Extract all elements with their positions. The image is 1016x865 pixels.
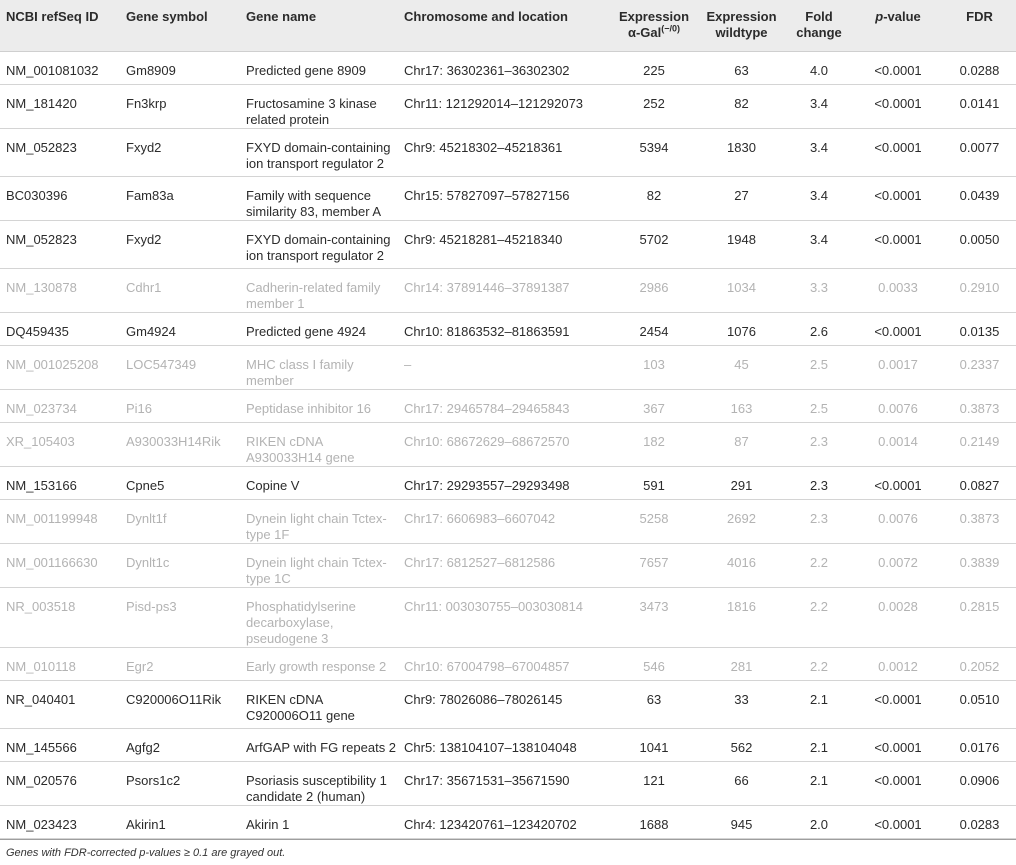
cell-fold: 3.3: [809, 280, 829, 295]
cell-name: RIKEN cDNA C920006O11 gene: [246, 692, 355, 723]
cell-chrom: Chr10: 68672629–68672570: [404, 434, 570, 449]
cell-chrom: Chr11: 121292014–121292073: [404, 96, 584, 111]
cell-fold: 2.2: [809, 659, 829, 674]
cell-expr-wt: 1034: [727, 280, 756, 295]
cell-fold: 2.2: [809, 599, 829, 614]
cell-expr-gal: 252: [643, 96, 665, 111]
cell-expr-wt: 45: [734, 357, 749, 372]
cell-refseq: NM_153166: [6, 478, 77, 493]
cell-symbol: Psors1c2: [126, 773, 181, 788]
cell-fold: 2.3: [809, 478, 829, 493]
cell-expr-gal: 591: [643, 478, 665, 493]
cell-name: RIKEN cDNA A930033H14 gene: [246, 434, 355, 465]
cell-refseq: NM_023734: [6, 401, 77, 416]
table-row: [0, 129, 1016, 177]
cell-refseq: NM_001025208: [6, 357, 99, 372]
cell-fdr: 0.0283: [959, 817, 1000, 832]
cell-refseq: NM_020576: [6, 773, 77, 788]
cell-expr-wt: 291: [730, 478, 753, 493]
cell-expr-wt: 2692: [727, 511, 756, 526]
cell-expr-gal: 2986: [639, 280, 669, 295]
cell-fdr: 0.2815: [959, 599, 1000, 614]
table-row: [0, 221, 1016, 269]
cell-symbol: A930033H14Rik: [126, 434, 221, 449]
cell-expr-gal: 3473: [639, 599, 669, 614]
cell-fdr: 0.0510: [959, 692, 1000, 707]
table-row: [0, 588, 1016, 648]
cell-name: Dynein light chain Tctex-type 1C: [246, 555, 387, 586]
cell-chrom: Chr17: 35671531–35671590: [404, 773, 570, 788]
table-body: [0, 52, 1016, 839]
table-row: [0, 467, 1016, 500]
cell-fold: 3.4: [809, 96, 829, 111]
cell-fold: 3.4: [809, 140, 829, 155]
cell-refseq: BC030396: [6, 188, 68, 203]
cell-expr-gal: 2454: [639, 324, 669, 339]
cell-symbol: Akirin1: [126, 817, 166, 832]
cell-expr-gal: 1688: [639, 817, 669, 832]
cell-expr-gal: 546: [643, 659, 665, 674]
cell-expr-wt: 27: [734, 188, 749, 203]
header-symbol: Gene symbol: [120, 0, 240, 52]
cell-pvalue: <0.0001: [874, 232, 922, 247]
table-footnote: Genes with FDR-corrected p-values ≥ 0.1 are grayed out.: [6, 847, 286, 859]
cell-pvalue: 0.0072: [878, 555, 918, 570]
header-name: Gene name: [240, 0, 398, 52]
header-fold: Fold change: [785, 0, 853, 52]
cell-expr-wt: 63: [734, 63, 749, 78]
cell-pvalue: <0.0001: [874, 324, 922, 339]
cell-name: Fructosamine 3 kinase related protein: [246, 96, 377, 127]
cell-symbol: Fxyd2: [126, 232, 162, 247]
cell-symbol: Fxyd2: [126, 140, 162, 155]
cell-pvalue: 0.0028: [878, 599, 918, 614]
cell-chrom: –: [404, 357, 412, 372]
footer-divider: [0, 839, 1016, 840]
table-row: [0, 313, 1016, 346]
cell-expr-gal: 225: [643, 63, 665, 78]
cell-expr-gal: 82: [646, 188, 662, 203]
cell-expr-wt: 66: [734, 773, 749, 788]
table-row: [0, 762, 1016, 806]
cell-pvalue: <0.0001: [874, 740, 922, 755]
cell-fdr: 0.0135: [959, 324, 1000, 339]
cell-name: FXYD domain-containing ion transport regulator 2: [246, 232, 391, 263]
cell-chrom: Chr4: 123420761–123420702: [404, 817, 577, 832]
cell-name: Phosphatidylserine decarboxylase, pseudogene 3: [246, 599, 356, 646]
header-expr-gal: Expression α-Gal$^{(-/0)}$: [610, 0, 698, 52]
cell-fold: 2.5: [809, 401, 829, 416]
cell-fdr: 0.0439: [959, 188, 1000, 203]
cell-expr-gal: 121: [643, 773, 665, 788]
cell-fold: 2.1: [809, 773, 829, 788]
cell-symbol: Cdhr1: [126, 280, 162, 295]
cell-refseq: NM_052823: [6, 140, 77, 155]
table-row: [0, 423, 1016, 467]
cell-refseq: XR_105403: [6, 434, 75, 449]
cell-name: Dynein light chain Tctex-type 1F: [246, 511, 387, 542]
cell-chrom: Chr14: 37891446–37891387: [404, 280, 570, 295]
cell-fold: 2.0: [809, 817, 829, 832]
cell-expr-wt: 82: [734, 96, 749, 111]
cell-fdr: 0.3873: [959, 511, 1000, 526]
cell-fdr: 0.0050: [959, 232, 1000, 247]
cell-expr-gal: 5258: [639, 511, 669, 526]
cell-chrom: Chr9: 78026086–78026145: [404, 692, 563, 707]
cell-symbol: Agfg2: [126, 740, 160, 755]
cell-pvalue: 0.0076: [878, 401, 918, 416]
cell-symbol: Pisd-ps3: [126, 599, 177, 614]
cell-name: ArfGAP with FG repeats 2: [246, 740, 397, 755]
table-row: [0, 544, 1016, 588]
cell-expr-wt: 281: [730, 659, 753, 674]
cell-expr-wt: 945: [730, 817, 753, 832]
cell-chrom: Chr10: 81863532–81863591: [404, 324, 570, 339]
cell-fdr: 0.2052: [959, 659, 1000, 674]
cell-expr-wt: 1830: [727, 140, 756, 155]
cell-refseq: NR_040401: [6, 692, 76, 707]
cell-fold: 2.1: [809, 692, 829, 707]
cell-pvalue: <0.0001: [874, 692, 922, 707]
cell-symbol: Fam83a: [126, 188, 174, 203]
cell-pvalue: 0.0017: [878, 357, 918, 372]
cell-refseq: NM_023423: [6, 817, 77, 832]
cell-expr-wt: 1816: [727, 599, 756, 614]
cell-pvalue: 0.0012: [878, 659, 918, 674]
cell-symbol: Egr2: [126, 659, 154, 674]
cell-name: Predicted gene 4924: [246, 324, 366, 339]
cell-expr-wt: 33: [734, 692, 749, 707]
cell-fold: 2.5: [809, 357, 829, 372]
cell-pvalue: <0.0001: [874, 188, 922, 203]
cell-fdr: 0.3839: [959, 555, 1000, 570]
cell-expr-gal: 7657: [639, 555, 669, 570]
cell-symbol: Pi16: [126, 401, 153, 416]
cell-pvalue: 0.0076: [878, 511, 918, 526]
cell-pvalue: <0.0001: [874, 96, 922, 111]
cell-fdr: 0.2149: [959, 434, 1000, 449]
cell-symbol: Dynlt1f: [126, 511, 167, 526]
header-fdr: FDR: [943, 0, 1016, 52]
cell-chrom: Chr17: 29465784–29465843: [404, 401, 570, 416]
cell-fdr: 0.0906: [959, 773, 1000, 788]
cell-symbol: Fn3krp: [126, 96, 167, 111]
cell-refseq: NM_001166630: [6, 555, 98, 570]
cell-fold: 3.4: [809, 232, 829, 247]
cell-chrom: Chr17: 36302361–36302302: [404, 63, 570, 78]
cell-expr-wt: 562: [730, 740, 753, 755]
cell-expr-wt: 1948: [727, 232, 756, 247]
cell-name: Family with sequence similarity 83, member A: [246, 188, 382, 219]
cell-fold: 2.6: [809, 324, 829, 339]
cell-name: Peptidase inhibitor 16: [246, 401, 372, 416]
table-row: [0, 85, 1016, 129]
cell-fold: 4.0: [809, 63, 829, 78]
cell-name: FXYD domain-containing ion transport regulator 2: [246, 140, 391, 171]
cell-fdr: 0.0288: [959, 63, 1000, 78]
cell-name: Copine V: [246, 478, 300, 493]
cell-expr-gal: 5702: [639, 232, 669, 247]
cell-chrom: Chr17: 6812527–6812586: [404, 555, 556, 570]
cell-refseq: NM_001199948: [6, 511, 98, 526]
cell-expr-gal: 103: [643, 357, 665, 372]
cell-expr-wt: 87: [734, 434, 749, 449]
table-row: [0, 648, 1016, 681]
cell-pvalue: <0.0001: [874, 773, 922, 788]
cell-refseq: DQ459435: [6, 324, 69, 339]
cell-pvalue: <0.0001: [874, 478, 922, 493]
cell-refseq: NM_145566: [6, 740, 77, 755]
table-row: [0, 269, 1016, 313]
cell-pvalue: <0.0001: [874, 817, 922, 832]
cell-fold: 2.2: [809, 555, 829, 570]
cell-expr-gal: 5394: [639, 140, 669, 155]
cell-fold: 2.3: [809, 511, 829, 526]
cell-chrom: Chr5: 138104107–138104048: [404, 740, 577, 755]
cell-symbol: Cpne5: [126, 478, 165, 493]
table-row: [0, 729, 1016, 762]
cell-expr-gal: 1041: [639, 740, 669, 755]
cell-expr-gal: 63: [646, 692, 662, 707]
cell-chrom: Chr9: 45218302–45218361: [404, 140, 563, 155]
cell-expr-wt: 1076: [727, 324, 756, 339]
cell-fdr: 0.0141: [959, 96, 1000, 111]
cell-chrom: Chr11: 003030755–003030814: [404, 599, 584, 614]
cell-name: Psoriasis susceptibility 1 candidate 2 (human): [246, 773, 387, 804]
cell-fdr: 0.0176: [959, 740, 1000, 755]
cell-pvalue: <0.0001: [874, 140, 922, 155]
cell-chrom: Chr17: 29293557–29293498: [404, 478, 570, 493]
cell-refseq: NM_010118: [6, 659, 76, 674]
cell-fdr: 0.0827: [959, 478, 1000, 493]
cell-name: Early growth response 2: [246, 659, 387, 674]
cell-symbol: Dynlt1c: [126, 555, 170, 570]
cell-fold: 3.4: [809, 188, 829, 203]
table-row: [0, 177, 1016, 221]
cell-name: Akirin 1: [246, 817, 290, 832]
header-chrom: Chromosome and location: [398, 0, 610, 52]
cell-chrom: Chr15: 57827097–57827156: [404, 188, 570, 203]
cell-refseq: NM_052823: [6, 232, 77, 247]
cell-expr-gal: 182: [643, 434, 665, 449]
cell-expr-gal: 367: [643, 401, 665, 416]
header-refseq: NCBI refSeq ID: [0, 0, 120, 52]
cell-refseq: NM_181420: [6, 96, 77, 111]
cell-symbol: Gm4924: [126, 324, 176, 339]
cell-chrom: Chr10: 67004798–67004857: [404, 659, 570, 674]
cell-refseq: NM_130878: [6, 280, 77, 295]
cell-fdr: 0.2910: [959, 280, 1000, 295]
cell-name: Cadherin-related family member 1: [246, 280, 381, 311]
cell-name: Predicted gene 8909: [246, 63, 366, 78]
cell-chrom: Chr9: 45218281–45218340: [404, 232, 563, 247]
cell-fold: 2.3: [809, 434, 829, 449]
cell-fold: 2.1: [809, 740, 829, 755]
cell-expr-wt: 4016: [727, 555, 756, 570]
table-row: [0, 390, 1016, 423]
cell-fdr: 0.3873: [959, 401, 1000, 416]
cell-pvalue: 0.0033: [878, 280, 918, 295]
table-row: [0, 52, 1016, 85]
cell-name: MHC class I family member: [246, 357, 354, 388]
cell-expr-wt: 163: [730, 401, 753, 416]
cell-symbol: Gm8909: [126, 63, 176, 78]
cell-symbol: LOC547349: [126, 357, 197, 372]
table-row: [0, 500, 1016, 544]
header-expr-wt: Expression wildtype: [698, 0, 785, 52]
table-row: [0, 681, 1016, 729]
cell-refseq: NM_001081032: [6, 63, 99, 78]
cell-fdr: 0.0077: [959, 140, 1000, 155]
table-header-row: [0, 0, 1016, 52]
table-row: [0, 806, 1016, 839]
cell-chrom: Chr17: 6606983–6607042: [404, 511, 556, 526]
header-pvalue: p-value: [853, 0, 943, 52]
cell-pvalue: <0.0001: [874, 63, 922, 78]
cell-pvalue: 0.0014: [878, 434, 918, 449]
table-row: [0, 346, 1016, 390]
cell-fdr: 0.2337: [959, 357, 1000, 372]
cell-refseq: NR_003518: [6, 599, 76, 614]
cell-symbol: C920006O11Rik: [126, 692, 222, 707]
